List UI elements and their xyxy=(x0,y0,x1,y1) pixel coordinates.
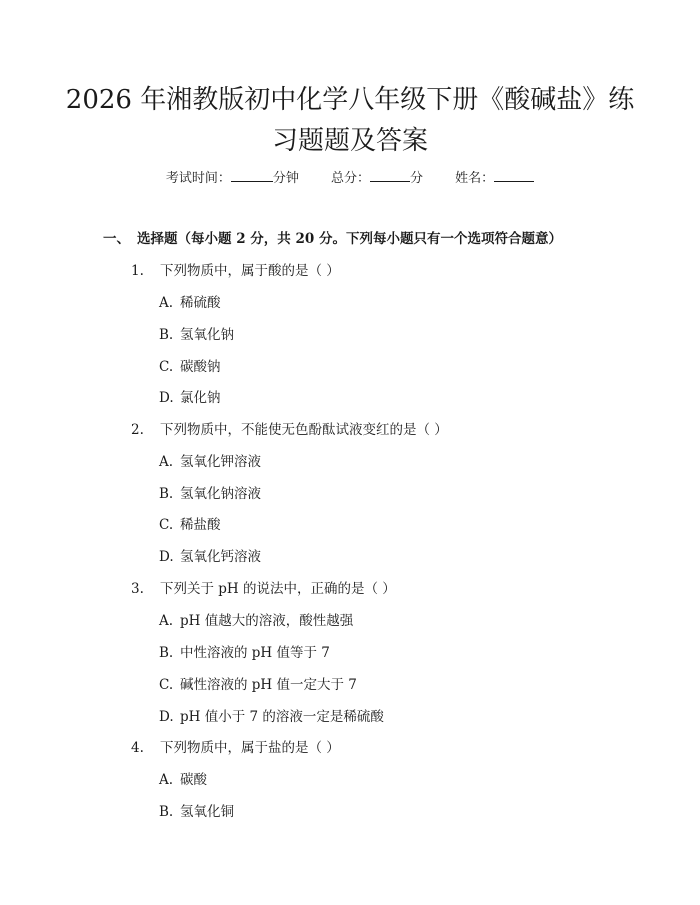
question-item xyxy=(131,579,396,599)
option-item xyxy=(159,293,221,313)
option-text: 稀硫酸 xyxy=(180,295,221,311)
option-item xyxy=(159,515,221,535)
question-number: 3. xyxy=(131,581,144,597)
section-heading xyxy=(103,229,660,249)
option-text: 碳酸 xyxy=(180,772,207,788)
question-text: 下列物质中，属于酸的是（ ） xyxy=(160,263,340,279)
option-item xyxy=(159,611,353,631)
question-number: 2. xyxy=(131,422,144,438)
option-letter: B. xyxy=(159,327,174,343)
section-heading-text: 选择题（每小题 2 分，共 20 分。下列每小题只有一个选项符合题意） xyxy=(137,231,562,247)
question-text: 下列物质中，属于盐的是（ ） xyxy=(160,740,340,756)
score-field xyxy=(331,168,423,189)
exam-time-label: 考试时间： xyxy=(165,171,231,186)
option-item xyxy=(159,388,221,408)
option-item xyxy=(159,802,234,822)
option-letter: A. xyxy=(159,295,174,311)
option-item xyxy=(159,325,234,345)
option-item xyxy=(159,707,384,727)
question-number: 1. xyxy=(131,263,144,279)
option-text: 氢氧化钙溶液 xyxy=(180,549,261,565)
question-item xyxy=(131,738,340,758)
question-item xyxy=(131,420,448,440)
question-text: 下列关于 pH 的说法中，正确的是（ ） xyxy=(160,581,396,597)
exam-time-blank xyxy=(231,168,273,182)
option-letter: B. xyxy=(159,486,174,502)
score-unit: 分 xyxy=(410,171,424,186)
option-item xyxy=(159,484,261,504)
option-letter: C. xyxy=(159,359,174,375)
option-text: 氢氧化铜 xyxy=(180,804,234,820)
option-text: pH 值越大的溶液，酸性越强 xyxy=(180,613,354,629)
option-text: 碳酸钠 xyxy=(180,359,221,375)
option-item xyxy=(159,357,221,377)
option-letter: C. xyxy=(159,677,174,693)
option-letter: B. xyxy=(159,804,174,820)
option-text: 氢氧化钾溶液 xyxy=(180,454,261,470)
option-item xyxy=(159,675,357,695)
option-letter: A. xyxy=(159,613,174,629)
option-text: 稀盐酸 xyxy=(180,517,221,533)
option-item xyxy=(159,643,330,663)
score-label: 总分： xyxy=(330,171,370,186)
option-letter: D. xyxy=(159,549,174,565)
question-text: 下列物质中，不能使无色酚酞试液变红的是（ ） xyxy=(160,422,448,438)
option-text: 碱性溶液的 pH 值一定大于 7 xyxy=(180,677,357,693)
option-letter: C. xyxy=(159,517,174,533)
option-item xyxy=(159,770,207,790)
option-item xyxy=(159,452,261,472)
score-blank xyxy=(370,168,410,182)
option-text: 中性溶液的 pH 值等于 7 xyxy=(180,645,330,661)
name-field xyxy=(455,168,534,189)
exam-time-field xyxy=(166,168,299,189)
option-letter: D. xyxy=(159,709,174,725)
option-letter: B. xyxy=(159,645,174,661)
name-label: 姓名： xyxy=(455,171,495,186)
option-text: pH 值小于 7 的溶液一定是稀硫酸 xyxy=(180,709,384,725)
option-letter: A. xyxy=(159,772,174,788)
section-number: 一、 xyxy=(103,231,130,247)
question-item xyxy=(131,261,340,281)
exam-info xyxy=(0,168,700,189)
option-letter: D. xyxy=(159,390,174,406)
question-number: 4. xyxy=(131,740,144,756)
option-letter: A. xyxy=(159,454,174,470)
exam-time-unit: 分钟 xyxy=(272,171,299,186)
option-text: 氯化钠 xyxy=(180,390,221,406)
name-blank xyxy=(494,168,534,182)
option-text: 氢氧化钠 xyxy=(180,327,234,343)
document-title: 2026 年湘教版初中化学八年级下册《酸碱盐》练习题题及答案 xyxy=(65,85,635,156)
option-text: 氢氧化钠溶液 xyxy=(180,486,261,502)
option-item xyxy=(159,547,261,567)
